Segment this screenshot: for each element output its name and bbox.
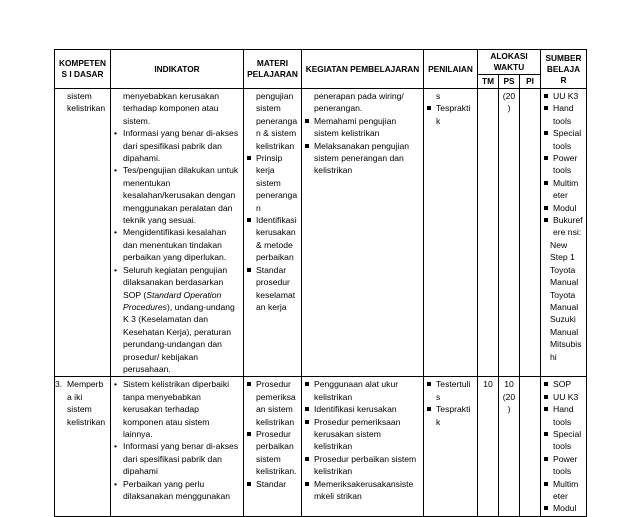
header-sumber: SUMBER BELAJAR bbox=[541, 50, 587, 89]
kegiatan-list bbox=[305, 115, 420, 177]
list-item: • Informasi yang benar di-akses dari spesifikasi pabrik dan dipahami. bbox=[114, 127, 240, 164]
list-item: Prosedur perbaikan sistem kelistrikan. bbox=[247, 428, 298, 478]
kompetensi-number: 3. bbox=[55, 379, 63, 390]
table-row bbox=[55, 377, 587, 516]
cell-sumber bbox=[541, 377, 587, 516]
table-row bbox=[55, 89, 587, 377]
header-row bbox=[55, 50, 587, 75]
cell-materi bbox=[244, 89, 302, 377]
indikator-list bbox=[114, 127, 240, 375]
list-item: Modul bbox=[544, 202, 583, 214]
penilaian-lead: s bbox=[436, 91, 441, 101]
cell-ps: 10 (20 ) bbox=[499, 377, 520, 516]
list-item: • Informasi yang benar di-akses dari spesifikasi pabrik dan dipahami bbox=[114, 440, 240, 477]
list-item: Standar bbox=[247, 478, 298, 490]
list-item: Tesprakti k bbox=[427, 102, 474, 127]
list-item: Memahami pengujian sistem kelistrikan bbox=[305, 115, 420, 140]
cell-penilaian bbox=[424, 377, 478, 516]
sumber-tail: New Step 1 Toyota Manual Toyota Manual Suzuki Manual Mitsubishi bbox=[550, 239, 582, 362]
list-item: Multimeter bbox=[544, 177, 583, 202]
cell-sumber bbox=[541, 89, 587, 377]
list-item: Memeriksakerusakansistemkeli strikan bbox=[305, 478, 420, 503]
cell-kegiatan bbox=[302, 89, 424, 377]
list-item: Prosedur perbaikan sistem kelistrikan bbox=[305, 453, 420, 478]
list-item: Hand tools bbox=[544, 102, 583, 127]
list-item: SOP bbox=[544, 378, 583, 390]
indikator-sop-a: Seluruh kegiatan pengujian dilaksanakan berdasarkan SOP ( bbox=[123, 264, 228, 300]
list-item: Multimeter bbox=[544, 478, 583, 503]
cell-indikator bbox=[111, 377, 244, 516]
kegiatan-lead: penerapan pada wiring/ penerangan. bbox=[314, 91, 404, 114]
list-item: Testertuli s bbox=[427, 378, 474, 403]
header-kompetensi: KOMPETENS I DASAR bbox=[55, 50, 111, 89]
sumber-list bbox=[544, 90, 583, 239]
cell-pi bbox=[520, 377, 541, 516]
list-item: Power tools bbox=[544, 453, 583, 478]
cell-ps: (20 ) bbox=[499, 89, 520, 377]
kompetensi-text: Memperba iki sistem kelistrikan bbox=[67, 379, 106, 427]
list-item: Prosedur pemeriksaan kerusakan sistem kelistrikan bbox=[305, 416, 420, 453]
syllabus-table bbox=[54, 49, 587, 517]
kompetensi-text: sistem kelistrikan bbox=[67, 91, 106, 114]
materi-list bbox=[247, 152, 298, 313]
list-item: Tesprakti k bbox=[427, 403, 474, 428]
list-item: Prinsip kerja sistem penerangan bbox=[247, 152, 298, 214]
materi-list bbox=[247, 378, 298, 490]
materi-lead: pengujian sistem penerangan & sistem kelistrikan bbox=[256, 91, 298, 151]
list-item: Special tools bbox=[544, 428, 583, 453]
indikator-sop-em: Standard Operation Procedures bbox=[123, 289, 222, 312]
kompetensi-item bbox=[55, 378, 107, 428]
header-materi: MATERI PELAJARAN bbox=[244, 50, 302, 89]
list-item: Identifikasi kerusakan bbox=[305, 403, 420, 415]
cell-penilaian bbox=[424, 89, 478, 377]
cell-kompetensi bbox=[55, 377, 111, 516]
cell-materi bbox=[244, 377, 302, 516]
indikator-list bbox=[114, 378, 240, 502]
list-item: Bukurefere nsi: bbox=[544, 214, 583, 239]
list-item: • Tes/pengujian dilakukan untuk menentukan kesalahan/kerusakan dengan menggunakan peralatan dan teknik yang sesuai. bbox=[114, 164, 240, 226]
list-item: Modul bbox=[544, 502, 583, 514]
penilaian-list bbox=[427, 102, 474, 127]
header-indikator: INDIKATOR bbox=[111, 50, 244, 89]
sumber-list bbox=[544, 378, 583, 514]
cell-kegiatan bbox=[302, 377, 424, 516]
list-item: Penggunaan alat ukur kelistrikan bbox=[305, 378, 420, 403]
list-item: • Perbaikan yang perlu dilaksanakan menggunakan bbox=[114, 478, 240, 503]
header-kegiatan: KEGIATAN PEMBELAJARAN bbox=[302, 50, 424, 89]
cell-indikator bbox=[111, 89, 244, 377]
list-item: Special tools bbox=[544, 127, 583, 152]
cell-tm: 10 bbox=[478, 377, 499, 516]
list-item: Prosedur pemeriksaan sistem kelistrikan bbox=[247, 378, 298, 428]
header-ps: PS bbox=[499, 75, 520, 89]
list-item: UU K3 bbox=[544, 391, 583, 403]
kegiatan-list bbox=[305, 378, 420, 502]
cell-pi bbox=[520, 89, 541, 377]
list-item: Identifikasi kerusakan & metode perbaikan bbox=[247, 214, 298, 264]
list-item: Power tools bbox=[544, 152, 583, 177]
cell-kompetensi bbox=[55, 89, 111, 377]
list-item: UU K3 bbox=[544, 90, 583, 102]
list-item: Standar prosedur keselamatan kerja bbox=[247, 264, 298, 314]
header-penilaian: PENILAIAN bbox=[424, 50, 478, 89]
indikator-lead: menyebabkan kerusakan terhadap komponen atau sistem. bbox=[123, 91, 220, 126]
list-item: • Mengidentifikasi kesalahan dan menentukan tindakan perbaikan yang diperlukan. bbox=[114, 226, 240, 263]
list-item: • Sistem kelistrikan diperbaiki tanpa menyebabkan kerusakan terhadap komponen atau sistem lainnya. bbox=[114, 378, 240, 440]
list-item: Hand tools bbox=[544, 403, 583, 428]
header-tm: TM bbox=[478, 75, 499, 89]
cell-tm bbox=[478, 89, 499, 377]
list-item: Melaksanakan pengujian sistem penerangan dan kelistrikan bbox=[305, 140, 420, 177]
header-alokasi: ALOKASI WAKTU bbox=[478, 50, 541, 75]
header-pi: PI bbox=[520, 75, 541, 89]
penilaian-list bbox=[427, 378, 474, 428]
list-item bbox=[114, 264, 240, 376]
indikator-sop-b: ), undang-undang K 3 (Keselamatan dan Kesehatan Kerja), peraturan perundang-undangan dan prosedur/ kebijakan perusahaan. bbox=[123, 301, 235, 374]
